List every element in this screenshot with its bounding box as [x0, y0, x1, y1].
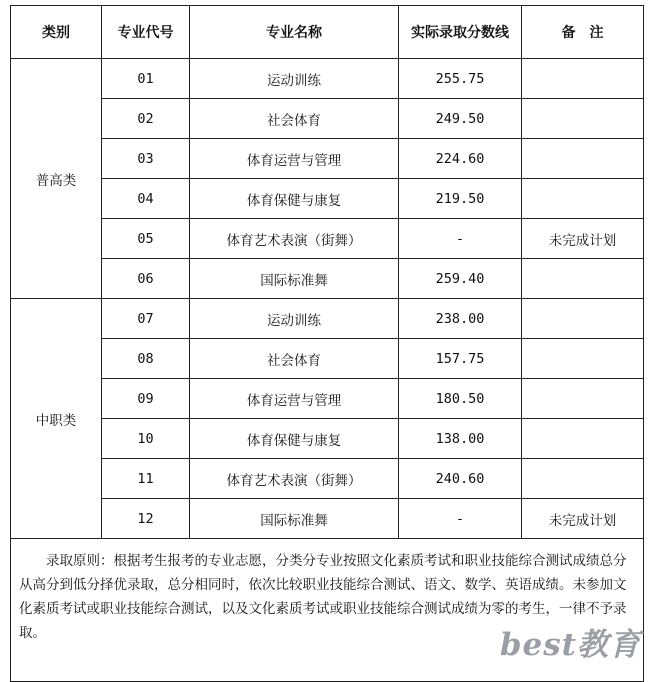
admission-score-table: [10, 5, 644, 682]
admission-score: 240.60: [399, 459, 522, 499]
admission-principle-text: 录取原则：根据考生报考的专业志愿，分类分专业按照文化素质考试和职业技能综合测试成绩总分从高分到低分择优录取，总分相同时，依次比较职业技能综合测试、语文、数学、英语成绩。未参加文化素质考试或职业技能综合测试，以及文化素质考试或职业技能综合测试成绩为零的考生，一律不予录取。: [19, 553, 627, 641]
table-row: [11, 99, 644, 139]
admission-score: 157.75: [399, 339, 522, 379]
category-cell: 中职类: [11, 299, 102, 539]
remark: [522, 379, 644, 419]
admission-score: 249.50: [399, 99, 522, 139]
major-code: 09: [102, 379, 190, 419]
admission-score: -: [399, 219, 522, 259]
major-name: 体育保健与康复: [190, 419, 399, 459]
major-name: 体育艺术表演（街舞）: [190, 219, 399, 259]
table-row: [11, 459, 644, 499]
header-category: 类别: [11, 6, 102, 59]
major-name: 体育运营与管理: [190, 139, 399, 179]
remark: [522, 339, 644, 379]
major-name: 运动训练: [190, 299, 399, 339]
admission-score: 238.00: [399, 299, 522, 339]
major-name: 体育保健与康复: [190, 179, 399, 219]
major-code: 01: [102, 59, 190, 99]
admission-score: 180.50: [399, 379, 522, 419]
remark: [522, 139, 644, 179]
table-row: [11, 259, 644, 299]
remark: [522, 99, 644, 139]
major-code: 02: [102, 99, 190, 139]
major-code: 07: [102, 299, 190, 339]
remark: [522, 419, 644, 459]
header-remark: 备 注: [522, 6, 644, 59]
admission-score: 138.00: [399, 419, 522, 459]
remark: [522, 459, 644, 499]
watermark-logo: best教育: [499, 627, 641, 663]
major-code: 12: [102, 499, 190, 539]
major-code: 10: [102, 419, 190, 459]
major-name: 社会体育: [190, 99, 399, 139]
admission-score: 259.40: [399, 259, 522, 299]
major-name: 国际标准舞: [190, 259, 399, 299]
major-name: 社会体育: [190, 339, 399, 379]
table-header-row: [11, 6, 644, 59]
table-row: [11, 499, 644, 539]
category-cell: 普高类: [11, 59, 102, 299]
table-row: [11, 379, 644, 419]
major-code: 06: [102, 259, 190, 299]
major-code: 04: [102, 179, 190, 219]
table-row: [11, 339, 644, 379]
table-row: [11, 139, 644, 179]
remark: [522, 179, 644, 219]
header-code: 专业代号: [102, 6, 190, 59]
remark: 未完成计划: [522, 499, 644, 539]
table-row: [11, 219, 644, 259]
table-row: [11, 419, 644, 459]
major-code: 05: [102, 219, 190, 259]
remark: [522, 59, 644, 99]
admission-score: -: [399, 499, 522, 539]
major-name: 国际标准舞: [190, 499, 399, 539]
table-row: [11, 179, 644, 219]
major-name: 体育艺术表演（街舞）: [190, 459, 399, 499]
header-name: 专业名称: [190, 6, 399, 59]
remark: [522, 259, 644, 299]
header-score: 实际录取分数线: [399, 6, 522, 59]
table-row: [11, 59, 644, 99]
major-code: 11: [102, 459, 190, 499]
major-code: 03: [102, 139, 190, 179]
table-row: [11, 299, 644, 339]
remark: [522, 299, 644, 339]
admission-score: 224.60: [399, 139, 522, 179]
admission-score: 219.50: [399, 179, 522, 219]
remark: 未完成计划: [522, 219, 644, 259]
major-name: 运动训练: [190, 59, 399, 99]
major-name: 体育运营与管理: [190, 379, 399, 419]
major-code: 08: [102, 339, 190, 379]
admission-score: 255.75: [399, 59, 522, 99]
